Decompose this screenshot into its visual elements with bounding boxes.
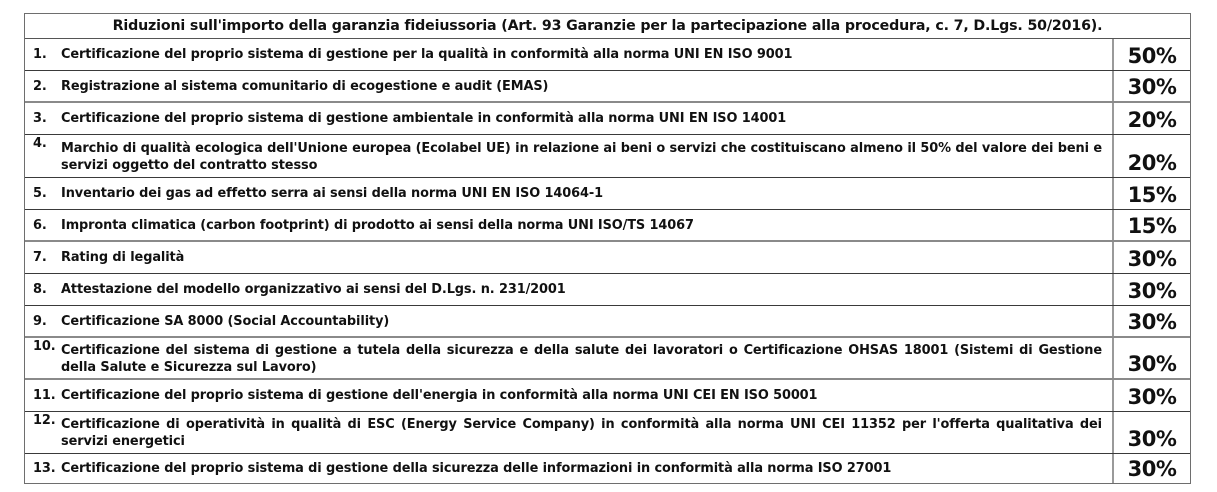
row-text: Certificazione del proprio sistema di gestione dell'energia in conformità alla norma UNI CEI EN ISO 50001 xyxy=(61,388,818,403)
row-description xyxy=(25,39,1114,70)
row-percent: 15% xyxy=(1127,214,1177,238)
guarantee-reduction-table xyxy=(24,13,1191,484)
row-number: 3. xyxy=(33,111,47,126)
row-description xyxy=(25,306,1114,336)
row-text: Certificazione del proprio sistema di gestione per la qualità in conformità alla norma UNI EN ISO 9001 xyxy=(61,47,793,62)
row-number: 1. xyxy=(33,47,47,62)
row-text: Attestazione del modello organizzativo ai sensi del D.Lgs. n. 231/2001 xyxy=(61,282,566,297)
table-header: Riduzioni sull'importo della garanzia fideiussoria (Art. 93 Garanzie per la partecipazione alla procedura, c. 7, D.Lgs. 50/2016). xyxy=(25,14,1190,39)
row-text: Certificazione del sistema di gestione a tutela della sicurezza e della salute dei lavoratori o Certificazione OHSAS 18001 (Sistemi di Gestione della Salute e Sicurezza sul Lavoro) xyxy=(61,342,1102,375)
row-description xyxy=(25,454,1114,483)
table-row xyxy=(25,454,1190,483)
row-number: 13. xyxy=(33,461,56,476)
row-number: 9. xyxy=(33,313,47,329)
row-percent: 30% xyxy=(1127,310,1177,334)
row-number: 12. xyxy=(33,413,56,428)
row-number: 7. xyxy=(33,250,47,265)
row-description xyxy=(25,412,1114,453)
row-text: Registrazione al sistema comunitario di ecogestione e audit (EMAS) xyxy=(61,78,549,94)
row-percent: 30% xyxy=(1127,279,1177,303)
row-description xyxy=(25,380,1114,411)
table-row xyxy=(25,103,1190,135)
table-row xyxy=(25,178,1190,210)
row-number: 6. xyxy=(33,217,47,233)
row-description xyxy=(25,338,1114,378)
row-text: Certificazione di operatività in qualità di ESC (Energy Service Company) in conformità alla norma UNI CEI 11352 per l'offerta qualitativa dei servizi energetici xyxy=(61,417,1102,449)
row-percent: 30% xyxy=(1127,385,1177,409)
row-description xyxy=(25,242,1114,273)
row-percent: 30% xyxy=(1127,427,1177,451)
table-row xyxy=(25,380,1190,412)
table-row xyxy=(25,412,1190,454)
row-percent: 50% xyxy=(1127,44,1177,68)
row-number: 8. xyxy=(33,282,47,297)
table-row xyxy=(25,71,1190,103)
row-number: 4. xyxy=(33,136,47,151)
row-percent: 20% xyxy=(1127,108,1177,132)
row-text: Marchio di qualità ecologica dell'Unione europea (Ecolabel UE) in relazione ai beni o servizi che costituiscano almeno il 50% del valore dei beni e servizi oggetto del contratto stesso xyxy=(61,140,1102,173)
row-description xyxy=(25,103,1114,134)
row-percent: 20% xyxy=(1127,151,1177,175)
table-row xyxy=(25,135,1190,178)
row-percent: 30% xyxy=(1127,352,1177,376)
row-description xyxy=(25,135,1114,177)
row-percent: 30% xyxy=(1127,457,1177,481)
table-row xyxy=(25,242,1190,274)
table-row xyxy=(25,210,1190,242)
row-number: 10. xyxy=(33,339,56,354)
row-percent: 15% xyxy=(1127,183,1177,207)
row-text: Inventario dei gas ad effetto serra ai sensi della norma UNI EN ISO 14064-1 xyxy=(61,186,603,201)
table-row xyxy=(25,39,1190,71)
row-number: 5. xyxy=(33,186,47,201)
row-description xyxy=(25,178,1114,209)
row-text: Certificazione del proprio sistema di gestione ambientale in conformità alla norma UNI EN ISO 14001 xyxy=(61,111,787,126)
row-number: 2. xyxy=(33,78,47,94)
row-text: Rating di legalità xyxy=(61,250,185,265)
table-row xyxy=(25,338,1190,380)
row-description xyxy=(25,71,1114,101)
row-text: Certificazione del proprio sistema di gestione della sicurezza delle informazioni in conformità alla norma ISO 27001 xyxy=(61,461,892,476)
table-row xyxy=(25,274,1190,306)
row-text: Certificazione SA 8000 (Social Accountability) xyxy=(61,313,390,329)
row-percent: 30% xyxy=(1127,75,1177,99)
table-row xyxy=(25,306,1190,338)
row-percent: 30% xyxy=(1127,247,1177,271)
row-text: Impronta climatica (carbon footprint) di prodotto ai sensi della norma UNI ISO/TS 14067 xyxy=(61,217,694,233)
row-number: 11. xyxy=(33,388,56,403)
row-description xyxy=(25,210,1114,240)
row-description xyxy=(25,274,1114,305)
